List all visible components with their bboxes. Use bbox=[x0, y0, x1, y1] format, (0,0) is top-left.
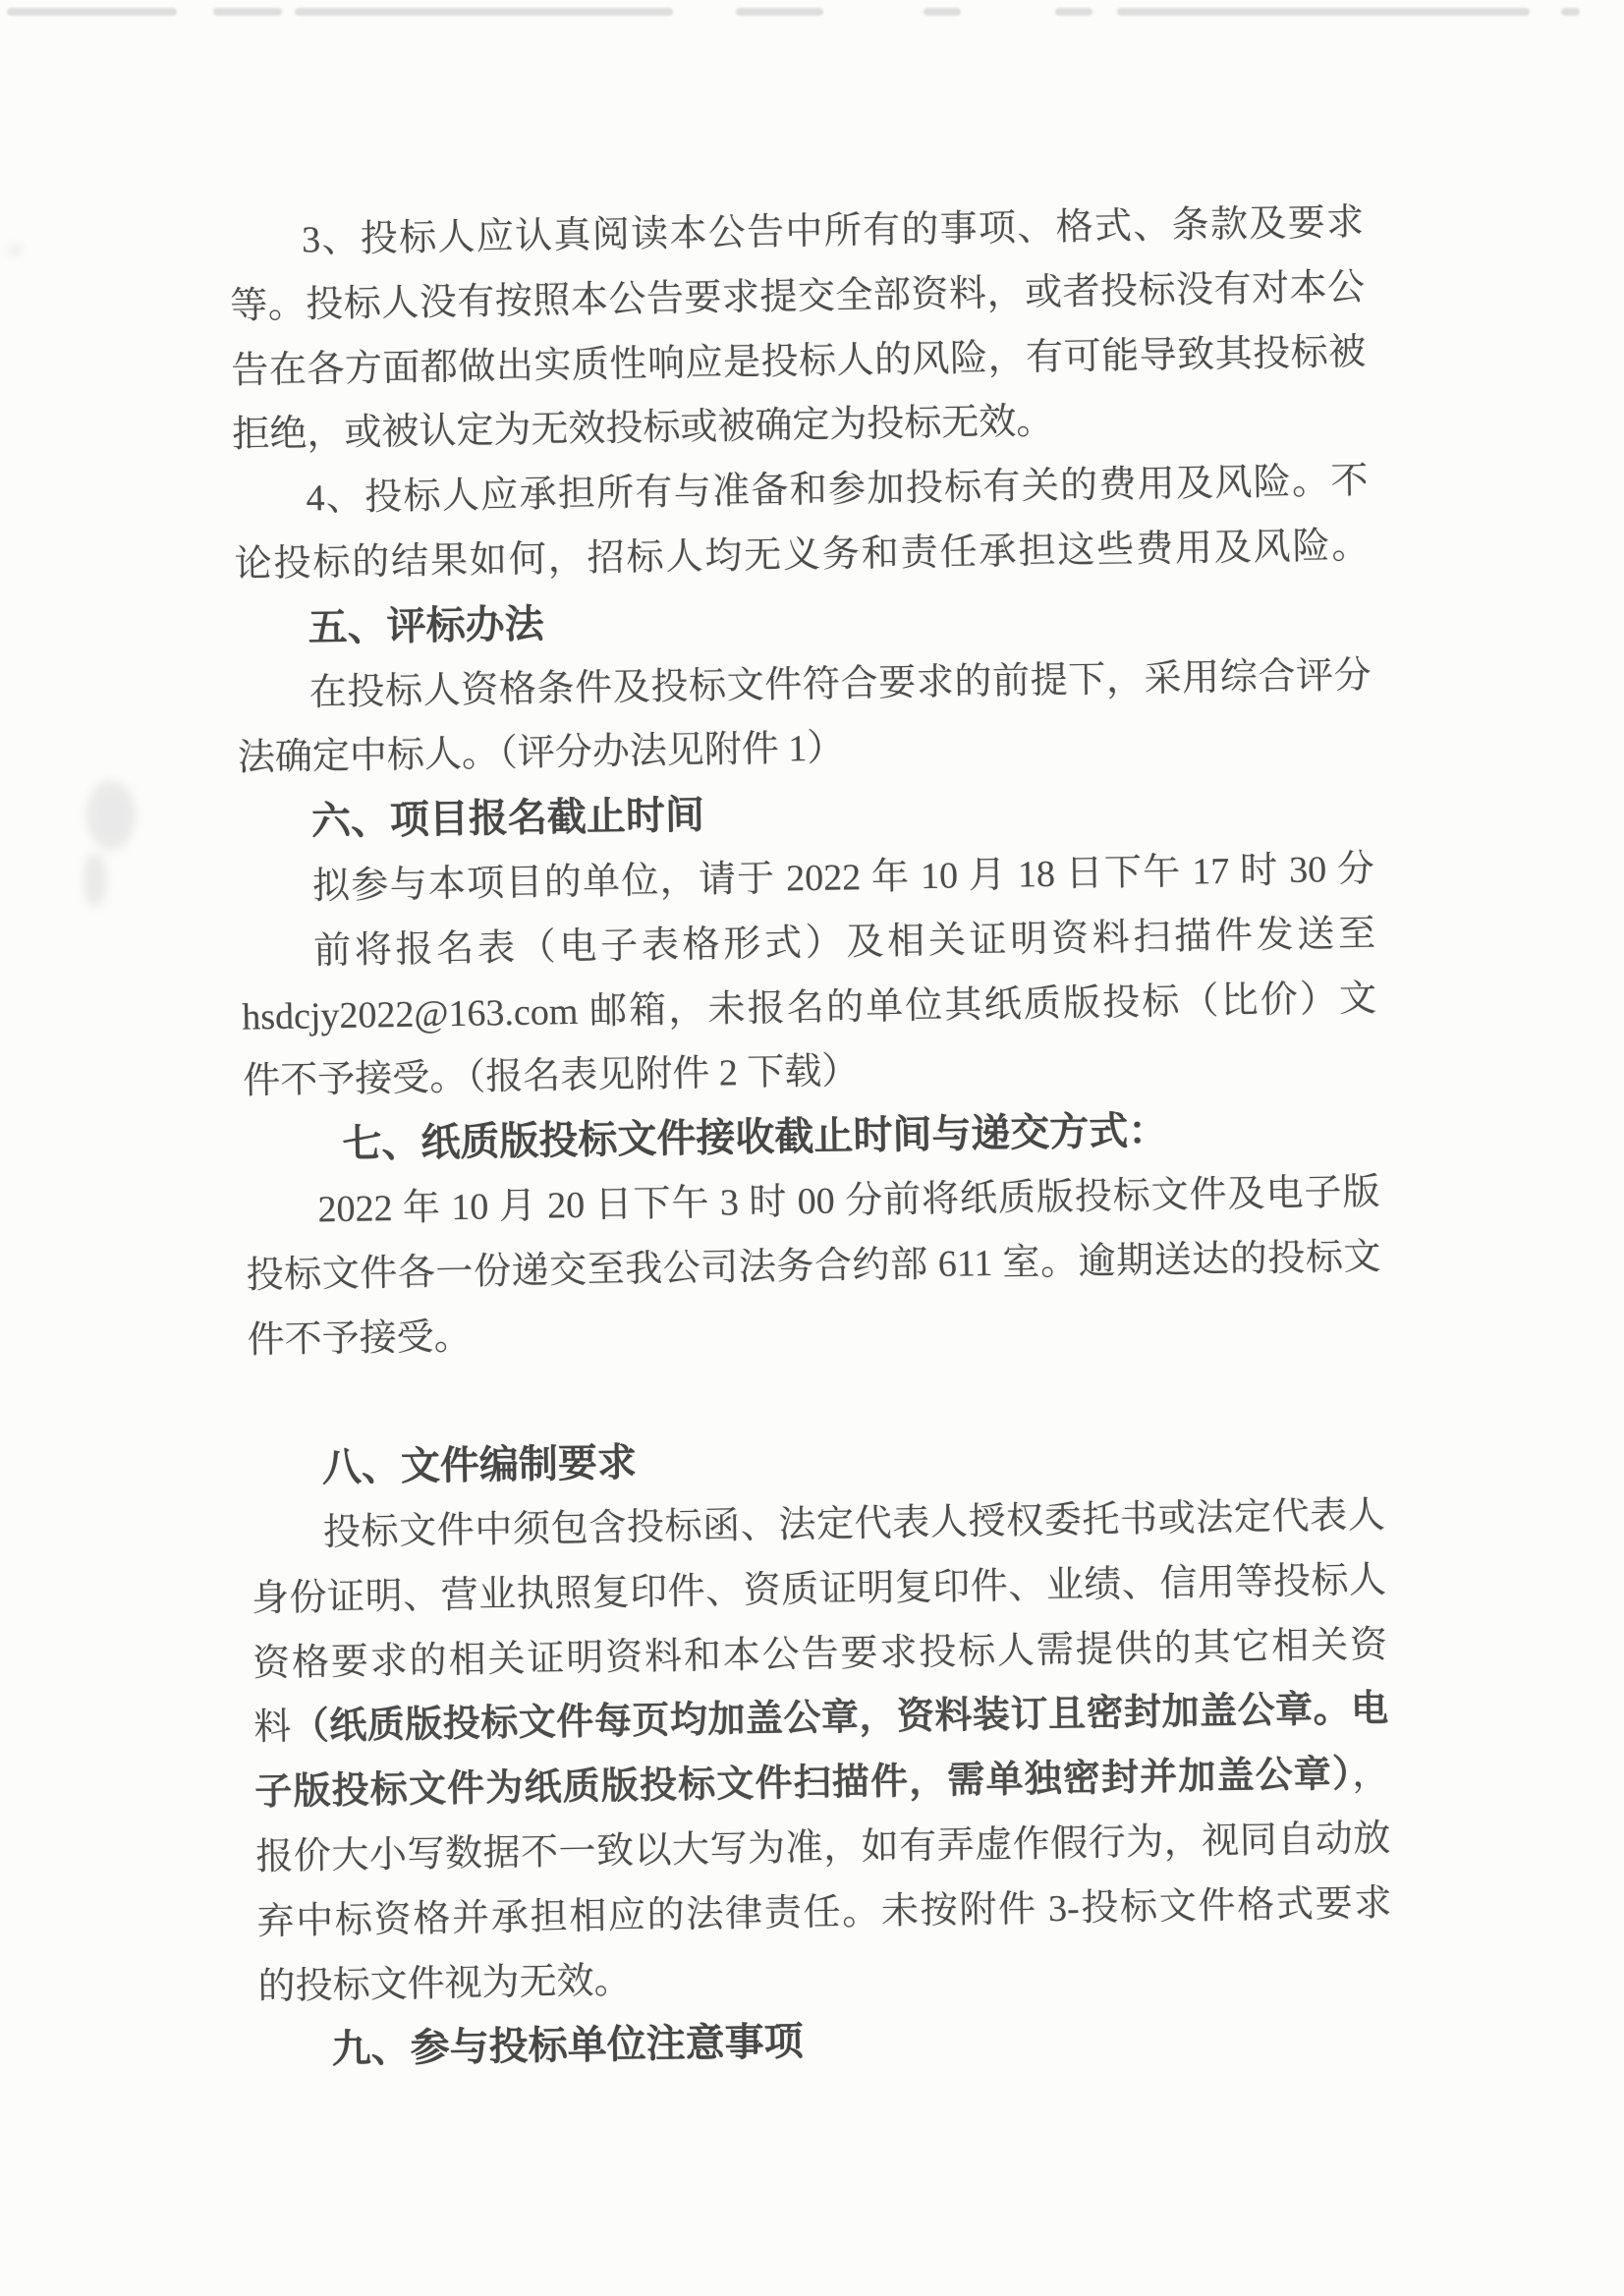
text-line bbox=[242, 975, 1377, 1040]
text-line bbox=[241, 910, 1376, 976]
scanner-streak bbox=[1055, 8, 1092, 16]
text-segment: 料 bbox=[252, 1707, 293, 1749]
text-segment: 九、参与投标单位注意事项 bbox=[331, 2019, 805, 2072]
text-segment: 拟参与本项目的单位，请于 2022 年 10 月 18 日下午 17 时 30 分 bbox=[311, 848, 1375, 908]
text-segment: hsdcjy2022@163.com 邮箱，未报名的单位其纸质版投标（比价）文 bbox=[241, 978, 1377, 1038]
text-segment: 论投标的结果如何，招标人均无义务和责任承担这些费用及风险。 bbox=[234, 525, 1370, 586]
section-heading bbox=[235, 587, 1371, 652]
text-segment: 前将报名表（电子表格形式）及相关证明资料扫描件发送至 bbox=[312, 913, 1376, 973]
section-heading bbox=[244, 1104, 1379, 1170]
text-segment: 身份证明、营业执照复印件、资质证明复印件、业绩、信用等投标人 bbox=[251, 1559, 1387, 1620]
text-segment: 拒绝，或被认定为无效投标或被确定为投标无效。 bbox=[232, 401, 1054, 457]
text-line bbox=[243, 1039, 1378, 1105]
text-segment: 五、评标办法 bbox=[308, 601, 545, 650]
text-segment: 3、投标人应认真阅读本公告中所有的事项、格式、条款及要求 bbox=[301, 201, 1365, 261]
text-segment: 资格要求的相关证明资料和本公告要求投标人需提供的其它相关资 bbox=[252, 1623, 1388, 1685]
scan-smudge bbox=[8, 246, 22, 255]
text-line bbox=[256, 1879, 1392, 1945]
text-segment: 4、投标人应承担所有与准备和参加投标有关的费用及风险。不 bbox=[306, 460, 1369, 520]
text-line bbox=[236, 651, 1372, 717]
bold-text-segment: 子版投标文件为纸质版投标文件扫描件，需单独密封并加盖公章） bbox=[254, 1754, 1353, 1814]
text-line bbox=[255, 1815, 1391, 1880]
text-line bbox=[246, 1233, 1381, 1299]
text-segment: 等。投标人没有按照本公告要求提交全部资料，或者投标没有对本公 bbox=[229, 266, 1366, 327]
text-line bbox=[247, 1298, 1382, 1364]
scanner-streak bbox=[736, 8, 823, 16]
bold-text-segment: （纸质版投标文件每页均加盖公章，资料装订且密封加盖公章。电 bbox=[291, 1688, 1389, 1749]
text-segment: 在投标人资格条件及投标文件符合要求的前提下，采用综合评分 bbox=[308, 654, 1372, 714]
text-line bbox=[251, 1491, 1386, 1557]
text-segment: 报价大小写数据不一致以大写为准，如有弄虚作假行为，视同自动放 bbox=[255, 1818, 1391, 1878]
text-line bbox=[252, 1556, 1387, 1622]
text-line bbox=[238, 716, 1373, 782]
text-line bbox=[254, 1751, 1390, 1817]
scan-smudge bbox=[86, 781, 136, 850]
text-line bbox=[240, 845, 1375, 911]
text-segment: 法确定中标人。（评分办法见附件 1） bbox=[237, 727, 845, 780]
text-line bbox=[253, 1686, 1389, 1752]
text-line bbox=[229, 199, 1365, 265]
text-segment: 投标文件中须包含投标函、法定代表人授权委托书或法定代表人 bbox=[322, 1494, 1386, 1554]
scanner-streak bbox=[1561, 8, 1580, 16]
text-segment: 件不予接受。 bbox=[247, 1316, 473, 1362]
text-segment: 2022 年 10 月 20 日下午 3 时 00 分前将纸质版投标文件及电子版 bbox=[317, 1171, 1380, 1231]
text-segment: 八、文件编制要求 bbox=[321, 1440, 638, 1490]
scanner-streak bbox=[924, 8, 961, 16]
text-line bbox=[232, 393, 1368, 459]
text-segment: 投标文件各一份递交至我公司法务合约部 611 室。逾期送达的投标文 bbox=[246, 1236, 1381, 1297]
text-segment: 告在各方面都做出实质性响应是投标人的风险，有可能导致其投标被 bbox=[231, 331, 1367, 392]
text-segment: 七、纸质版投标文件接收截止时间与递交方式： bbox=[342, 1108, 1168, 1167]
scanner-streak bbox=[1117, 8, 1530, 16]
text-segment: 的投标文件视为无效。 bbox=[257, 1959, 632, 2008]
text-line bbox=[233, 458, 1369, 524]
text-line bbox=[231, 328, 1367, 394]
text-line bbox=[252, 1621, 1388, 1687]
text-line bbox=[234, 523, 1370, 588]
text-line bbox=[257, 1944, 1393, 2010]
text-segment: 件不予接受。（报名表见附件 2 下载） bbox=[243, 1050, 860, 1102]
text-line bbox=[245, 1168, 1380, 1234]
text-segment: 六、项目报名截止时间 bbox=[310, 792, 705, 844]
section-heading bbox=[258, 2009, 1394, 2075]
scan-smudge bbox=[84, 853, 107, 907]
scanner-streak bbox=[7, 8, 177, 16]
section-heading bbox=[250, 1428, 1385, 1493]
scanner-streak bbox=[295, 8, 673, 16]
document-content bbox=[225, 0, 1398, 2296]
text-line bbox=[230, 263, 1366, 329]
section-heading bbox=[239, 781, 1374, 847]
text-segment: ， bbox=[1351, 1753, 1390, 1796]
text-segment: 弃中标资格并承担相应的法律责任。未按附件 3-投标文件格式要求 bbox=[256, 1882, 1392, 1943]
scanner-streak bbox=[213, 8, 282, 16]
